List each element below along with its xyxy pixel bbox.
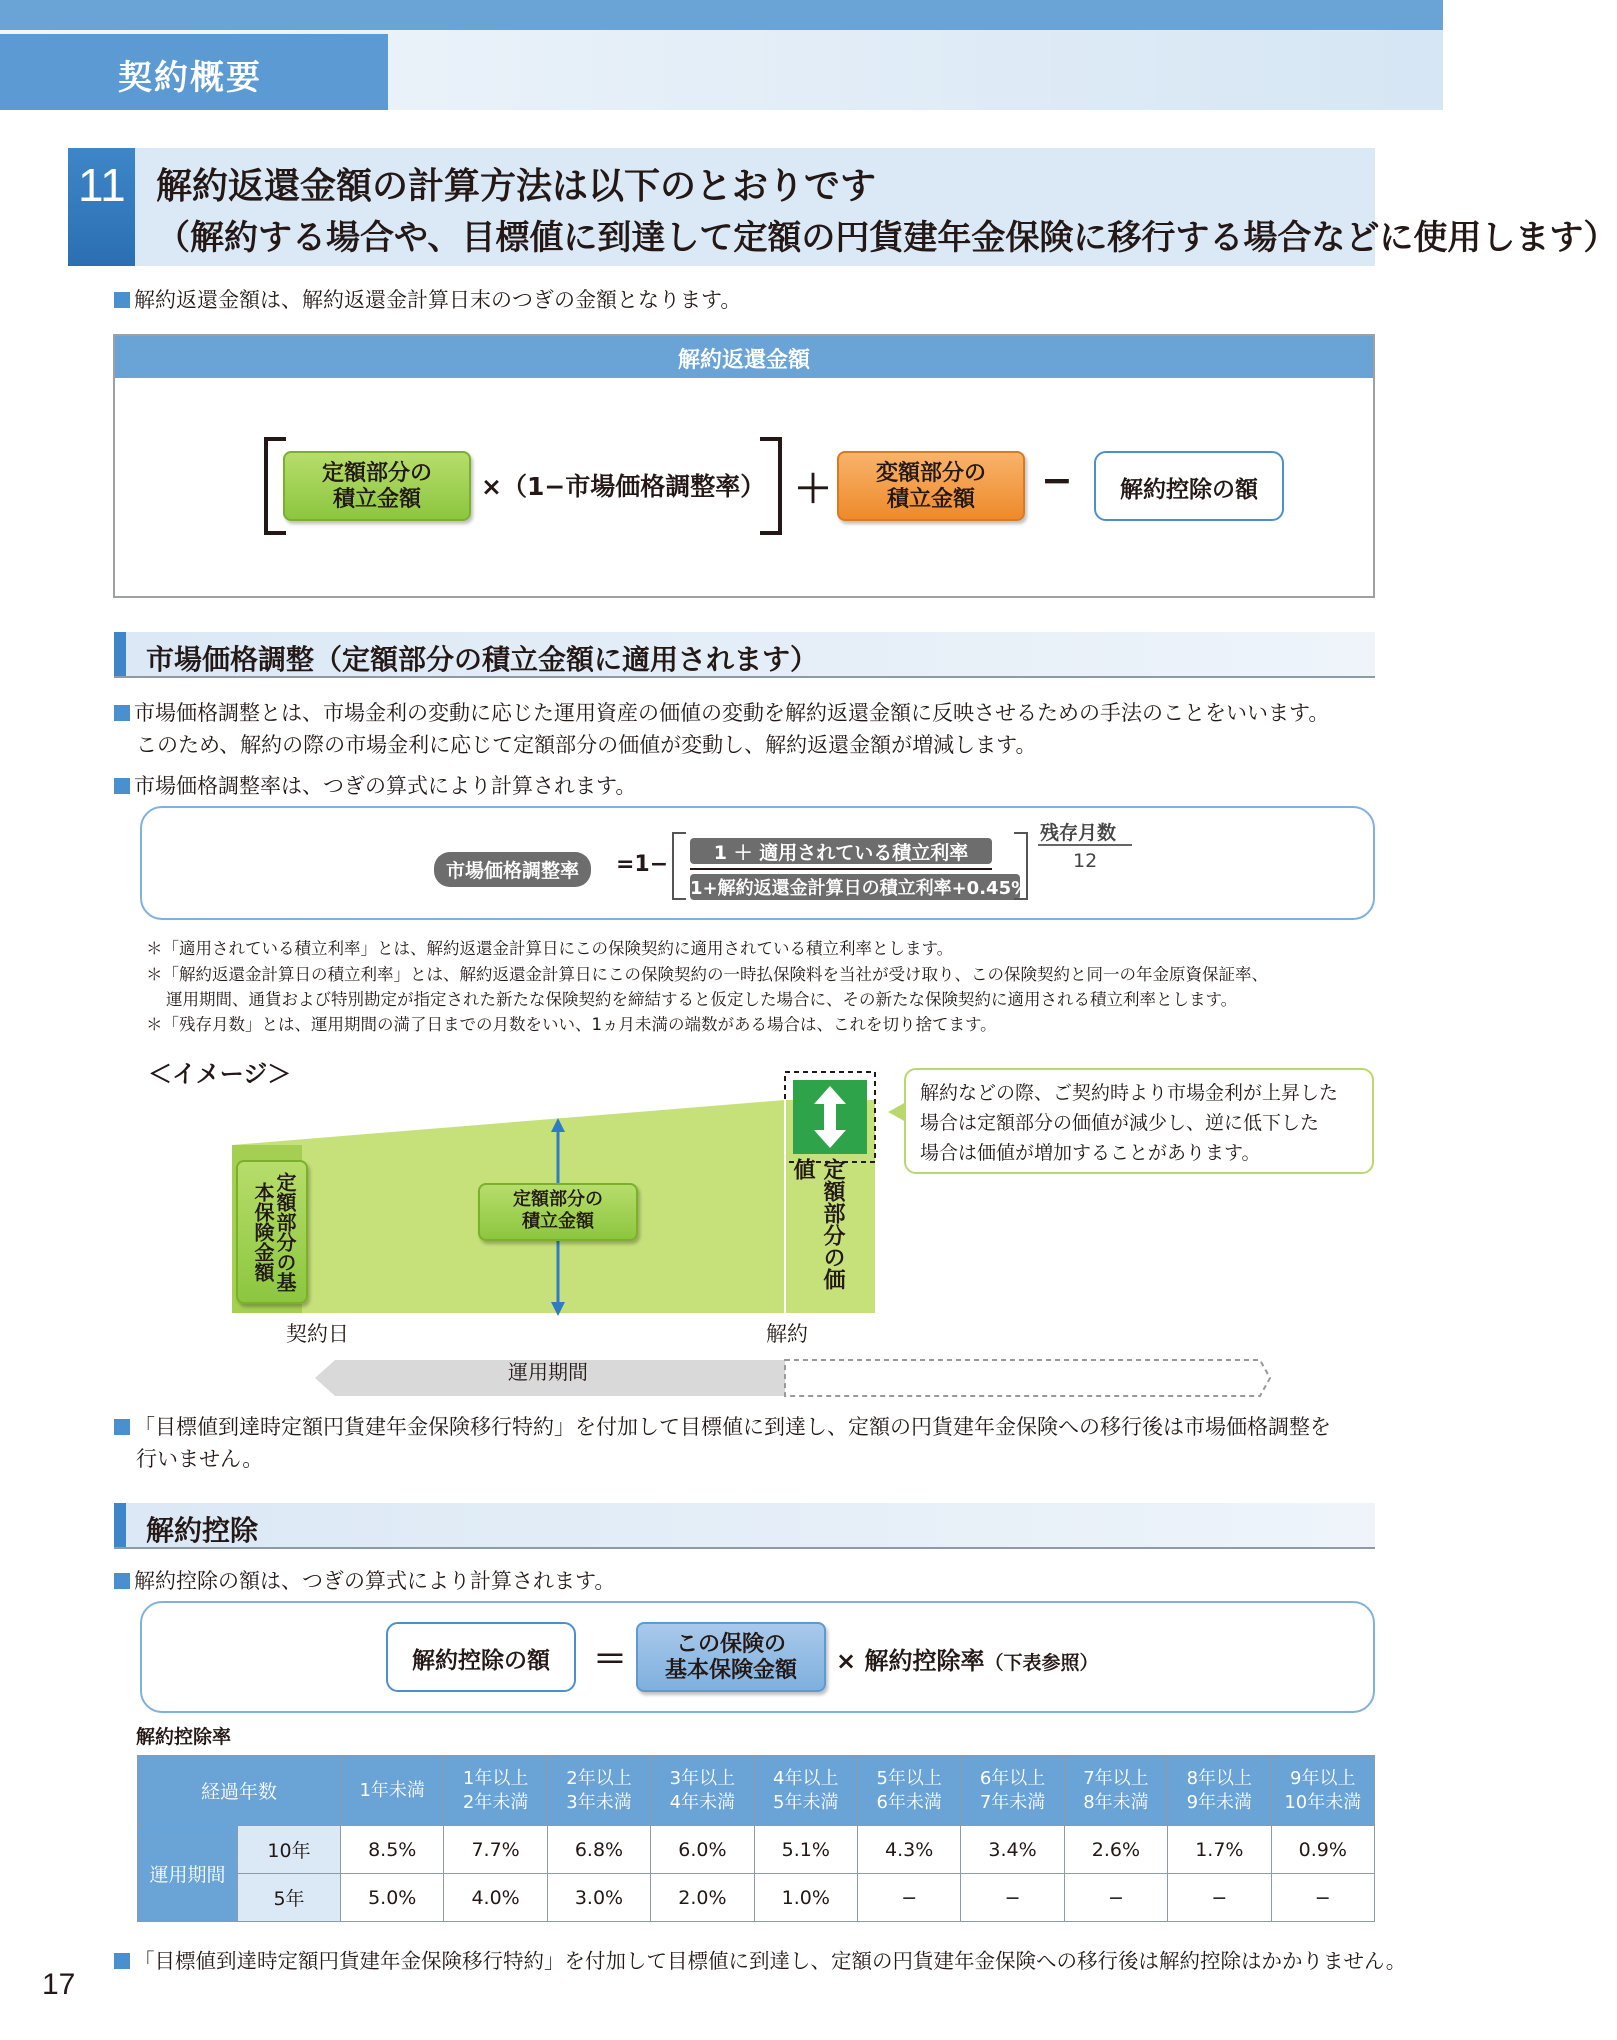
amount-line1: この保険の [675,1632,786,1657]
table-cell: 0.9% [1271,1826,1374,1874]
header-accent-bar [114,632,126,676]
table-col-header: 1年以上 2年未満 [444,1756,547,1826]
intro-bullet: 解約返還金額は、解約返還金計算日末のつぎの金額となります。 [114,284,741,314]
market-adjustment-header [114,632,1375,678]
callout-pointer [888,1102,906,1122]
fixed-value-label: 定額部分の価値 [790,1158,845,1290]
deduction-lhs: 解約控除の額 [386,1622,576,1692]
cancellation-label: 解約 [766,1322,808,1346]
mva-denominator: 1+解約返還金計算日の積立利率+0.45% [690,874,1020,900]
callout-box [904,1068,1374,1174]
fixed-part-accumulation-box [283,451,471,521]
table-cell: 2.6% [1064,1826,1167,1874]
table-col-header: 8年以上 9年未満 [1168,1756,1271,1826]
table-cell: 8.5% [341,1826,444,1874]
table-cell: 4.3% [857,1826,960,1874]
table-col-header: 1年未満 [341,1756,444,1826]
deduction-title: 解約控除 [146,1514,259,1547]
times-adjustment: ×（1−市場価格調整率） [481,472,766,501]
future-period-arrow [785,1360,1270,1396]
table-col-header: 3年以上 4年未満 [651,1756,754,1826]
amount-line2: 基本保険金額 [664,1658,797,1683]
basic-amount-label: 定額部分の基本保険金額 [236,1160,308,1304]
market-adjustment-title: 市場価格調整（定額部分の積立金額に適用されます） [146,643,819,676]
header-accent-bar [114,1503,126,1547]
contract-date-label: 契約日 [286,1322,349,1346]
fraction-left-bracket [672,832,686,900]
deduction-rate-table [137,1755,1375,1922]
market-adjustment-bullet3-cont: 行いません。 [136,1447,264,1471]
section-label: 契約概要 [0,34,388,110]
table-cell: 5.1% [754,1826,857,1874]
market-adjustment-bullet3: 「目標値到達時定額円貨建年金保険移行特約」を付加して目標値に到達し、定額の円貨建年金保険への移行後は市場価格調整を [114,1411,1331,1441]
section-title: 解約返還金額の計算方法は以下のとおりです [156,166,877,207]
table-row [138,1874,1375,1922]
table-cell: 2.0% [651,1874,754,1922]
table-cell: − [1168,1874,1271,1922]
table-cell: − [1064,1874,1167,1922]
minus-sign: − [1041,458,1073,502]
deduction-header [114,1503,1375,1549]
table-row [138,1826,1375,1874]
fixed-accum-line2: 積立金額 [522,1211,594,1232]
exponent-top: 残存月数 [1040,822,1117,844]
table-cell: 1.7% [1168,1826,1271,1874]
fraction-right-bracket [1014,832,1028,900]
mva-numerator: 1 ＋ 適用されている積立利率 [690,838,992,864]
deduction-amount-box: 解約控除の額 [1094,451,1284,521]
table-col-header: 2年以上 3年未満 [547,1756,650,1826]
note-2-cont: 運用期間、通貨および特別勘定が指定された新たな保険契約を締結すると仮定した場合に、その新たな保険契約に適用される積立利率とします。 [166,990,1238,1009]
image-title: ＜イメージ＞ [148,1060,292,1088]
mva-label: 市場価格調整率 [434,852,591,887]
table-col-header: 5年以上 6年未満 [857,1756,960,1826]
section-subtitle: （解約する場合や、目標値に到達して定額の円貨建年金保険に移行する場合などに使用します） [156,218,1617,258]
equals-sign: ＝ [593,1640,627,1680]
deduction-footer-bullet: 「目標値到達時定額円貨建年金保険移行特約」を付加して目標値に到達し、定額の円貨建年金保険への移行後は解約控除はかかりません。 [114,1944,1406,1974]
table-cell: − [1271,1874,1374,1922]
bullet-square-icon [114,778,130,794]
table-cell: − [857,1874,960,1922]
bullet-square-icon [114,1419,130,1435]
fixed-accum-line1: 定額部分の [513,1189,603,1210]
period-row-label: 運用期間 [138,1826,238,1922]
table-col-header: 9年以上 10年未満 [1271,1756,1374,1826]
table-cell: 3.0% [547,1874,650,1922]
table-cell: 6.8% [547,1826,650,1874]
page-number: 17 [42,1968,76,2001]
market-adjustment-bullet2: 市場価格調整率は、つぎの算式により計算されます。 [114,770,636,800]
note-2: ＊「解約返還金計算日の積立利率」とは、解約返還金計算日にこの保険契約の一時払保険料を当社が受け取り、この保険契約と同一の年金原資保証率、 [146,965,1268,984]
fixed-part-line2: 積立金額 [332,487,421,512]
variable-part-line2: 積立金額 [886,487,975,512]
section-number: 11 [68,148,135,266]
plus-sign: ＋ [794,467,833,511]
deduction-bullet: 解約控除の額は、つぎの算式により計算されます。 [114,1565,615,1595]
callout-line3: 場合は価値が増加することがあります。 [920,1142,1261,1164]
fixed-part-line1: 定額部分の [321,461,432,486]
market-adjustment-bullet1-cont: このため、解約の際の市場金利に応じて定額部分の価値が変動し、解約返還金額が増減します。 [136,733,1037,757]
fraction-line [690,868,992,870]
bullet-square-icon [114,705,130,721]
equals-one-minus: =1− [616,852,669,877]
bullet-square-icon [114,1953,130,1969]
fixed-accumulation-label [478,1183,638,1241]
table-corner: 経過年数 [138,1756,341,1826]
table-cell: 6.0% [651,1826,754,1874]
refund-formula-heading: 解約返還金額 [115,336,1373,378]
row-label: 5年 [238,1874,341,1922]
row-label: 10年 [238,1826,341,1874]
variable-part-line1: 変額部分の [875,461,986,486]
bullet-square-icon [114,1573,130,1589]
table-cell: 1.0% [754,1874,857,1922]
note-3: ＊「残存月数」とは、運用期間の満了日までの月数をいい、1ヵ月未満の端数がある場合は、これを切り捨てます。 [146,1015,997,1034]
table-col-header: 6年以上 7年未満 [961,1756,1064,1826]
table-col-header: 4年以上 5年未満 [754,1756,857,1826]
exponent-bottom: 12 [1073,850,1098,872]
table-cell: 5.0% [341,1874,444,1922]
table-header-row [138,1756,1375,1826]
rate-table-title: 解約控除率 [136,1726,232,1748]
period-label: 運用期間 [508,1360,588,1384]
market-adjustment-bullet1: 市場価格調整とは、市場金利の変動に応じた運用資産の価値の変動を解約返還金額に反映させるための手法のことをいいます。 [114,697,1329,727]
table-cell: 7.7% [444,1826,547,1874]
bullet-square-icon [114,292,130,308]
table-cell: 4.0% [444,1874,547,1922]
top-band [0,0,1443,30]
basic-insurance-amount-box [636,1622,826,1692]
exponent-line [1038,844,1132,846]
callout-line1: 解約などの際、ご契約時より市場金利が上昇した [920,1082,1339,1104]
times-deduction-rate: × 解約控除率（下表参照） [836,1647,1099,1675]
callout-line2: 場合は定額部分の価値が減少し、逆に低下した [920,1112,1320,1134]
table-cell: − [961,1874,1064,1922]
note-1: ＊「適用されている積立利率」とは、解約返還金計算日にこの保険契約に適用されている積立利率とします。 [146,939,954,958]
table-col-header: 7年以上 8年未満 [1064,1756,1167,1826]
table-cell: 3.4% [961,1826,1064,1874]
variable-part-accumulation-box [837,451,1025,521]
